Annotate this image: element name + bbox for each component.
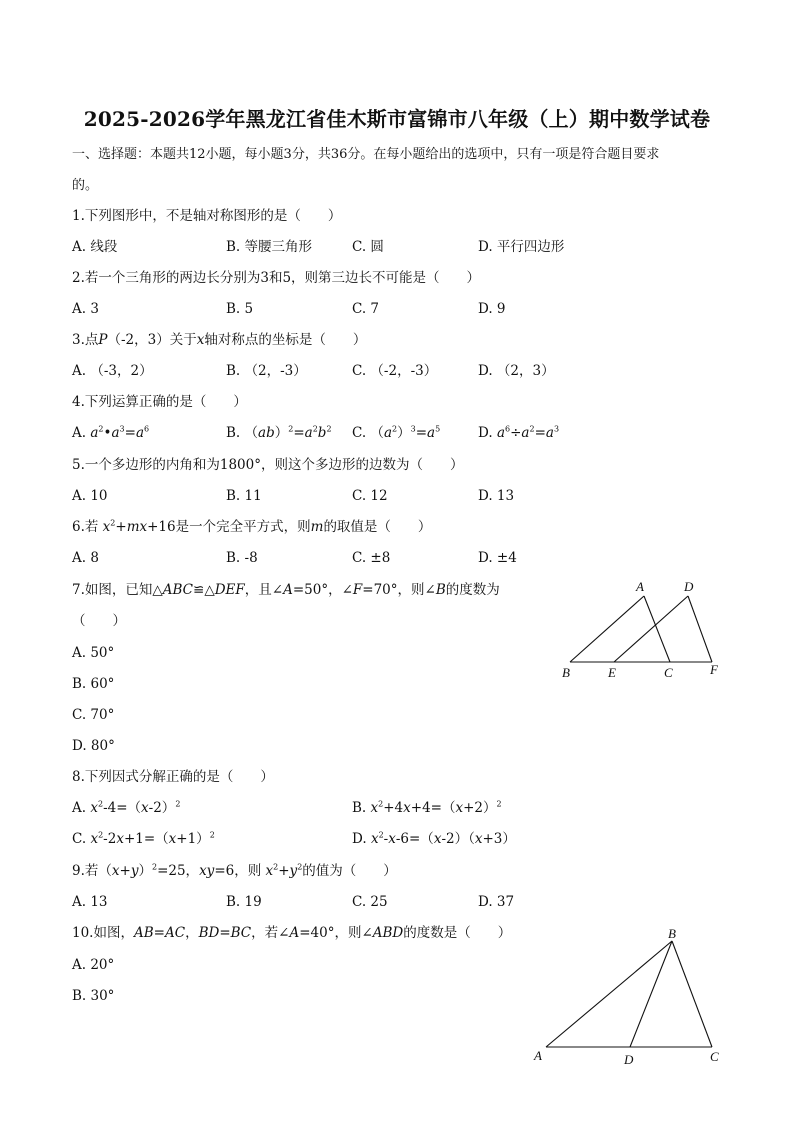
q7-angle-b: B — [435, 582, 446, 598]
q3-stem-part: （-2，3）关于 — [107, 332, 197, 348]
q10-label-d: D — [624, 1052, 634, 1067]
question-5-stem: 5.一个多边形的内角和为1800°，则这个多边形的边数为（ ） — [72, 457, 464, 473]
q3-option-b: B. （2，-3） — [226, 363, 307, 379]
q7-angle-a: A — [283, 582, 293, 598]
q5-option-d: D. 13 — [478, 488, 515, 504]
q7-option-a: A. 50° — [72, 645, 115, 661]
q10-label-a: A — [534, 1048, 542, 1063]
q10-triangle-figure — [530, 925, 730, 1075]
q7-label-b: B — [562, 665, 570, 680]
q7-segment-ac — [644, 596, 670, 662]
q5-option-c: C. 12 — [352, 488, 388, 504]
q6-option-b: B. -8 — [226, 550, 258, 566]
q1-option-c: C. 圆 — [352, 239, 384, 255]
q2-option-a: A. 3 — [72, 301, 99, 317]
q10-segment-bd: BD — [198, 925, 220, 941]
question-1-stem: 1.下列图形中，不是轴对称图形的是（ ） — [72, 208, 342, 224]
q10-stem-part: ， — [185, 925, 199, 941]
q7-angle-f: F — [352, 582, 363, 598]
q10-segment-bd-line — [630, 941, 672, 1047]
q1-option-d: D. 平行四边形 — [478, 239, 565, 255]
q8-option-a: A. $x^2-4=(x-2)^2$ — [72, 799, 181, 816]
q7-label-d: D — [684, 579, 694, 594]
q7-label-f: F — [710, 662, 718, 677]
q10-stem-part: = — [153, 925, 165, 941]
q4-option-d: D. $a^6\div a^2=a^3$ — [478, 424, 560, 441]
q7-option-b: B. 60° — [72, 676, 115, 692]
q8-option-c: C. $x^2-2x+1=(x+1)^2$ — [72, 830, 215, 847]
q10-angle-a: A — [289, 925, 300, 941]
section-instruction-line2: 的。 — [72, 178, 99, 193]
q3-option-c: C. （-2，-3） — [352, 363, 438, 379]
q10-stem-part: = — [219, 925, 231, 941]
q1-option-a: A. 线段 — [72, 239, 118, 255]
q3-point-p: P — [98, 332, 108, 348]
q7-option-d: D. 80° — [72, 738, 115, 754]
q7-triangle-figure — [550, 578, 740, 688]
q7-label-a: A — [636, 579, 644, 594]
q3-stem-part: 3.点 — [72, 332, 99, 348]
q10-stem-part: =40°，则∠ — [299, 925, 373, 941]
q10-stem-part: 的度数是（ ） — [403, 925, 512, 941]
q7-stem-part: =50°，∠ — [292, 582, 353, 598]
q10-segment-ab-line — [546, 941, 672, 1047]
q1-option-b: B. 等腰三角形 — [226, 239, 313, 255]
question-7-stem-line2: （ ） — [72, 613, 126, 629]
q3-stem-part: 轴对称点的坐标是（ ） — [204, 332, 367, 348]
question-7-stem — [72, 581, 500, 599]
q6-option-d: D. ±4 — [478, 550, 517, 566]
q9-option-d: D. 37 — [478, 894, 515, 910]
q9-option-c: C. 25 — [352, 894, 388, 910]
q7-stem-part: ≌△ — [193, 582, 215, 598]
q7-stem-part: =70°，则∠ — [362, 582, 436, 598]
q10-segment-bc-line — [672, 941, 712, 1047]
question-2-stem: 2.若一个三角形的两边长分别为3和5，则第三边长不可能是（ ） — [72, 270, 481, 286]
q7-label-c: C — [664, 665, 673, 680]
q7-stem-part: ，且∠ — [244, 582, 284, 598]
q10-option-a: A. 20° — [72, 957, 115, 973]
q10-angle-abd: ABD — [372, 925, 404, 941]
q10-segment-bc: BC — [230, 925, 252, 941]
q7-stem-part: 的度数为 — [445, 582, 500, 598]
q9-option-a: A. 13 — [72, 894, 108, 910]
q10-stem-part: ，若∠ — [251, 925, 290, 941]
q4-option-b: B. $(ab)^2=a^2b^2$ — [226, 424, 332, 441]
q7-option-c: C. 70° — [72, 707, 115, 723]
q7-triangle-def: DEF — [214, 582, 245, 598]
q6-option-c: C. ±8 — [352, 550, 391, 566]
question-6-stem: 6.若 $x^2+mx+16$是一个完全平方式，则m的取值是（ ） — [72, 518, 432, 535]
section-instruction-line1: 一、选择题：本题共12小题，每小题3分，共36分。在每小题给出的选项中，只有一项是符合题目要求 — [72, 147, 660, 162]
q5-option-a: A. 10 — [72, 488, 108, 504]
q10-label-b: B — [668, 926, 676, 941]
q2-option-c: C. 7 — [352, 301, 380, 317]
question-10-stem — [72, 924, 511, 942]
q7-stem-part: 7.如图，已知△ — [72, 582, 163, 598]
question-9-stem: 9.若$(x+y)^2=25$，xy=6，则 $x^2+y^2$的值为（ ） — [72, 862, 397, 879]
q9-option-b: B. 19 — [226, 894, 262, 910]
q7-segment-df — [688, 596, 712, 662]
q10-stem-part: 10.如图， — [72, 925, 134, 941]
question-8-stem: 8.下列因式分解正确的是（ ） — [72, 769, 274, 785]
question-4-stem: 4.下列运算正确的是（ ） — [72, 394, 247, 410]
q2-option-d: D. 9 — [478, 301, 506, 317]
q3-option-a: A. （-3，2） — [72, 363, 153, 379]
q8-option-d: D. $x^2-x-6=(x-2)(x+3)$ — [352, 830, 516, 847]
q10-segment-ab: AB — [133, 925, 154, 941]
question-3-stem — [72, 331, 366, 349]
q10-segment-ac: AC — [164, 925, 186, 941]
q4-option-c: C. $(a^2)^3=a^5$ — [352, 424, 441, 441]
q3-option-d: D. （2，3） — [478, 363, 555, 379]
page-title: 2025-2026学年黑龙江省佳木斯市富锦市八年级（上）期中数学试卷 — [83, 107, 711, 131]
q7-segment-ed — [614, 596, 688, 662]
q10-option-b: B. 30° — [72, 988, 115, 1004]
q7-label-e: E — [608, 665, 616, 680]
q2-option-b: B. 5 — [226, 301, 254, 317]
q5-option-b: B. 11 — [226, 488, 262, 504]
q7-segment-ba — [570, 596, 644, 662]
q10-label-c: C — [710, 1049, 719, 1064]
q3-axis-x: x — [196, 332, 205, 348]
q7-triangle-abc: ABC — [162, 582, 194, 598]
q6-option-a: A. 8 — [72, 550, 99, 566]
q4-option-a: A. $a^2•a^3=a^6$ — [72, 424, 150, 441]
q8-option-b: B. $x^2+4x+4=(x+2)^2$ — [352, 799, 502, 816]
